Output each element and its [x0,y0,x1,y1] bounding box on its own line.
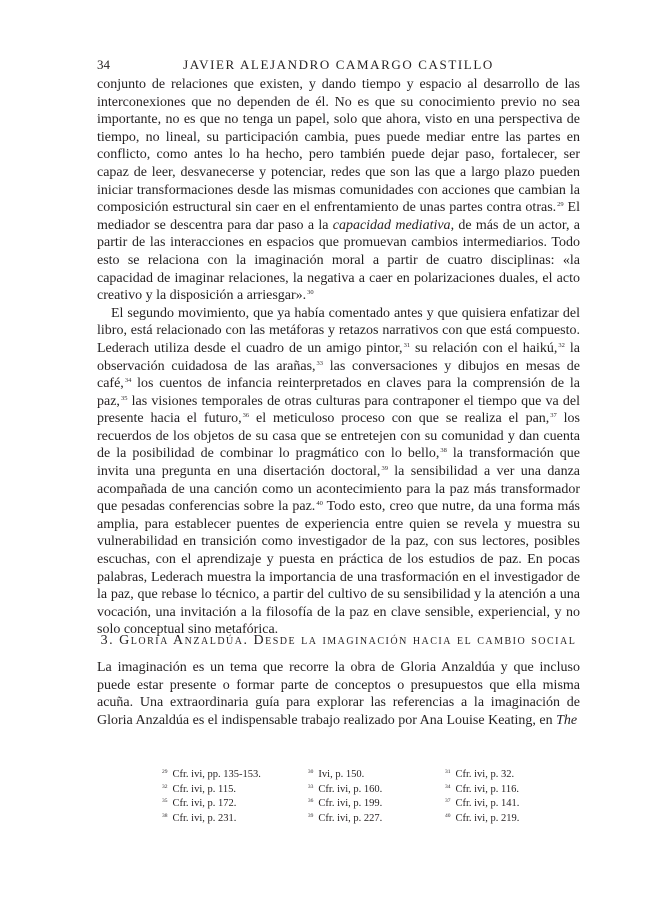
footnote-text: Cfr. ivi, p. 115. [172,783,236,795]
text-run: la transformación que invita una pregunta en una disertación doctoral, [97,446,580,480]
text-run: , de más de un actor, a partir de las interacciones en espacios que promuevan cambios intermediarios. Todo esto se relaciona con la imaginación moral a partir de cuatro disciplinas: «la capacidad de imaginar relaciones, la negativa a caer en polarizaciones duales, el acto creativo y la disposición a arriesgar». [97,217,580,304]
section-text [97,659,580,729]
running-head [97,57,580,73]
page-number: 34 [97,57,110,72]
text-run: las visiones temporales de otras culturas para contraponer el tiempo que va del presente hacia el futuro, [97,393,580,427]
footnote-number: 29 [162,769,168,775]
footnote-ref: 30 [307,289,314,297]
footnote-text: Cfr. ivi, p. 160. [318,783,383,795]
footnotes [162,768,582,826]
footnote-ref: 40 [316,500,323,508]
footnote-number: 35 [162,798,168,804]
footnote-row [162,768,582,783]
footnote-number: 34 [444,783,451,790]
footnote-number: 36 [307,798,314,804]
paragraph [97,76,580,305]
text-run: El mediador se descentra para dar paso a la [97,200,580,233]
footnote [162,812,308,827]
text-run: el meticuloso proceso con que se realiza el pan, [249,411,550,427]
footnote-text: Cfr. ivi, p. 199. [318,798,383,809]
footnote-ref: 29 [557,201,564,209]
footnote-number: 31 [444,769,451,775]
footnote-text: Cfr. ivi, p. 141. [455,798,520,809]
footnote [308,797,445,812]
text-run: la sensibilidad a ver una danza acompañada de una canción como un acontecimiento para la paz más transformador que pesadas conferencias sobre la paz. [97,464,581,515]
text-run: las conversaciones y dibujos en mesas de café, [97,358,580,392]
footnote-ref: 36 [242,412,250,420]
footnote-text: Cfr. ivi, pp. 135-153. [172,769,261,780]
footnote-number: 32 [162,783,168,790]
text-run: La imaginación es un tema que recorre la obra de Gloria Anzaldúa y que incluso puede estar presente o formar parte de conceptos o presupuestos que ella misma acuña. Una extraordinaria guía para explorar las referencias a la imaginación de Gloria Anzaldúa es el indispensable trabajo realizado por Ana Louise Keating, en [97,660,580,728]
footnote-number: 38 [162,812,168,819]
footnote-number: 40 [444,812,451,819]
footnote-text: Cfr. ivi, p. 219. [455,812,520,824]
footnote-number: 30 [307,769,314,775]
footnote-ref: 39 [381,465,388,473]
footnote-number: 37 [444,798,451,804]
footnote-ref: 38 [440,447,447,455]
footnote-ref: 34 [124,377,132,385]
text-run: su relación con el haikú, [410,340,558,356]
footnote-text: Cfr. ivi, p. 231. [172,812,237,824]
paragraph [97,305,580,639]
footnote-number: 39 [307,812,314,819]
text-run: la observación cuidadosa de las arañas, [97,340,581,374]
footnote-number: 33 [307,783,314,790]
footnote-ref: 32 [558,341,565,349]
footnote [445,783,582,798]
section-heading: 3. Gloria Anzaldúa. Desde la imaginación hacia el cambio social [100,633,577,648]
emphasis: The [556,712,578,728]
footnote-text: Cfr. ivi, p. 227. [318,812,383,824]
text-run: los recuerdos de los objetos de su casa que se entretejen con su comunidad y dan cuenta de la posibilidad de combinar lo pragmático con lo bello, [97,411,580,462]
footnote [162,783,308,798]
footnote [445,768,582,783]
footnote-text: Cfr. ivi, p. 172. [172,798,237,809]
emphasis: capacidad mediativa [332,217,451,233]
footnote-row [162,797,582,812]
main-text [97,76,580,639]
footnote-ref: 33 [316,359,324,367]
footnote-text: Cfr. ivi, p. 32. [455,769,515,780]
footnote [308,768,445,783]
footnote-row [162,812,582,827]
footnote [308,783,445,798]
footnote [162,768,308,783]
paragraph [97,659,580,729]
text-run: los cuentos de infancia reinterpretados en claves para la comprensión de la paz, [97,376,580,409]
text-run: El segundo movimiento, que ya había comentado antes y que quisiera enfatizar del libro, está relacionado con las metáforas y retazos narrativos con que está compuesto. Lederach utiliza desde el cuadro de un amigo pintor, [97,305,580,356]
footnote [445,797,582,812]
text-run: Todo esto, creo que nutre, da una forma más amplia, para establecer puentes de experiencia entre quien se revela y muestra su vulnerabilidad en transición como investigador de la paz, con sus lectores, posibles escuchas, con el aprendizaje y puesta en práctica de los estudios de paz. En pocas palabras, Lederach muestra la importancia de una trasformación en el investigador de la paz, que rebase lo técnico, a partir del cultivo de su sensibilidad y la atención a una vocación, una invitación a la filosofía de la paz en clave sensible, experiencial, y no solo conceptual sino metafórica. [97,499,580,638]
footnote-ref: 31 [403,341,411,349]
footnote-ref: 35 [120,394,128,402]
footnote [308,812,445,827]
footnote-text: Ivi, p. 150. [318,769,365,780]
footnote-ref: 37 [550,412,557,420]
running-title: JAVIER ALEJANDRO CAMARGO CASTILLO [183,57,494,72]
footnote-row [162,783,582,798]
text-run: conjunto de relaciones que existen, y dando tiempo y espacio al desarrollo de las interconexiones que no dependen de él. No es que su conocimiento previo no sea importante, no es que no tenga un papel, solo que ahora, visto en una perspectiva de tiempo, no lineal, su participación cambia, pues puede mediar entre las partes en conflicto, como antes lo ha hecho, pero también puede dejar paso, fortalecer, ser capaz de leer, desvanecerse y potenciar, redes que son las que a largo plazo pueden iniciar transformaciones desde las mismas comunidades con acciones que cambian la composición estructural sin caer en el enfrentamiento de unas partes contra otras. [97,77,580,216]
footnote [445,812,582,827]
footnote-text: Cfr. ivi, p. 116. [455,783,519,795]
footnote [162,797,308,812]
